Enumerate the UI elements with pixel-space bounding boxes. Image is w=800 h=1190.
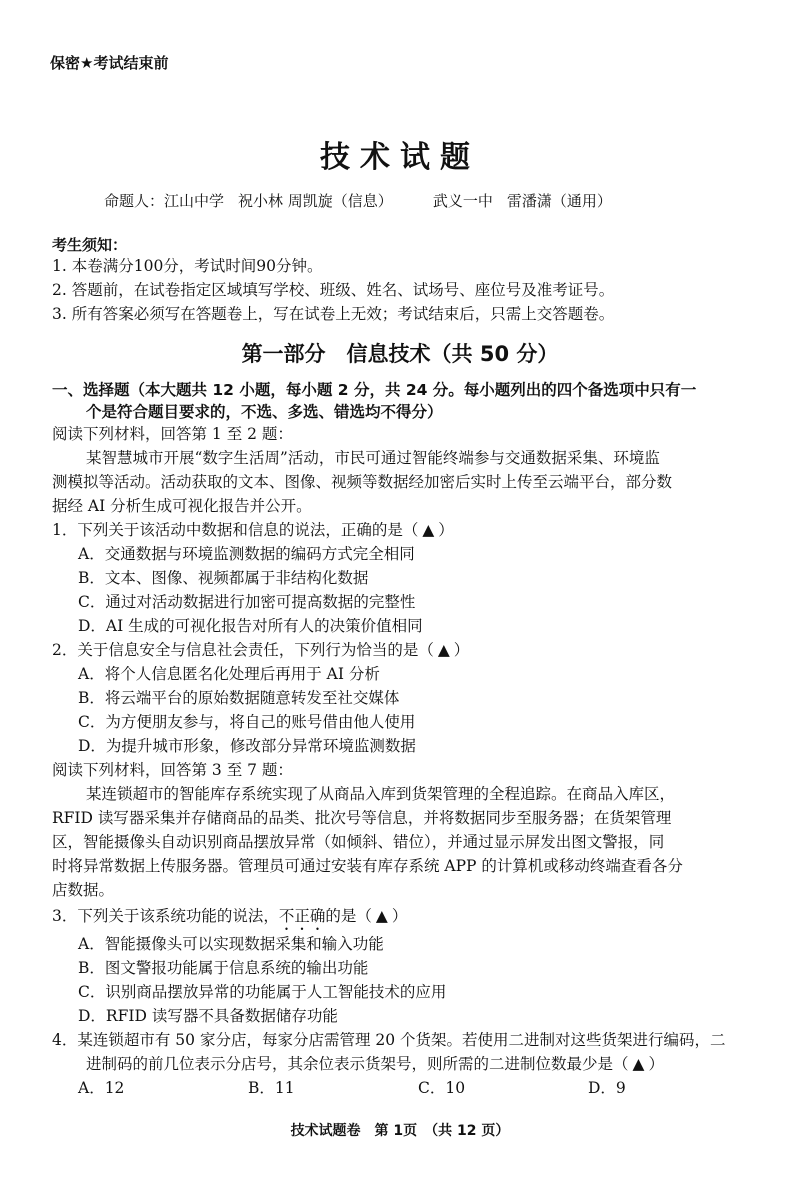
notice-heading: 考生须知： — [52, 236, 128, 254]
answer-mark-icon: ▲ — [632, 1055, 645, 1073]
q3-stem-close: ） — [391, 907, 408, 925]
q1-stem-close: ） — [438, 521, 454, 539]
question-3-stem — [52, 904, 407, 934]
material-1-intro: 阅读下列材料，回答第 1 至 2 题： — [52, 425, 293, 443]
material-2-intro: 阅读下列材料，回答第 3 至 7 题： — [52, 761, 293, 779]
material-1-line: 测模拟等活动。活动获取的文本、图像、视频等数据经加密后实时上传至云端平台，部分数 — [52, 473, 673, 491]
material-2-line: RFID 读写器采集并存储商品的品类、批次号等信息，并将数据同步至服务器；在货架管理 — [52, 809, 672, 827]
q2-stem-text: 2．关于信息安全与信息社会责任，下列行为恰当的是（ — [52, 641, 434, 659]
q3-emphasis: 不正确 — [278, 907, 326, 925]
notice-item: 2. 答题前，在试卷指定区域填写学校、班级、姓名、试场号、座位号及准考证号。 — [52, 281, 615, 299]
question-1-stem — [52, 518, 454, 540]
q3-stem-after: 的是（ — [325, 907, 372, 925]
q2-option-c: C．为方便朋友参与，将自己的账号借由他人使用 — [78, 713, 416, 731]
answer-mark-icon: ▲ — [422, 521, 435, 539]
section-1-heading-line-1: 一、选择题（本大题共 12 小题，每小题 2 分，共 24 分。每小题列出的四个备选项中只有一 — [52, 381, 697, 399]
authors-prefix: 命题人： — [104, 192, 165, 210]
q3-option-b: B．图文警报功能属于信息系统的输出功能 — [78, 959, 369, 977]
q1-stem-text: 1．下列关于该活动中数据和信息的说法，正确的是（ — [52, 521, 419, 539]
part-1-title: 第一部分 信息技术（共 50 分） — [241, 342, 559, 366]
q1-option-a: A．交通数据与环境监测数据的编码方式完全相同 — [78, 545, 415, 563]
section-1-heading-line-2: 个是符合题目要求的，不选、多选、错选均不得分） — [86, 403, 443, 421]
q1-option-b: B．文本、图像、视频都属于非结构化数据 — [78, 569, 369, 587]
answer-mark-icon: ▲ — [375, 907, 388, 925]
material-2-line: 时将异常数据上传服务器。管理员可通过安装有库存系统 APP 的计算机或移动终端查看各分 — [52, 857, 683, 875]
q2-option-d: D．为提升城市形象，修改部分异常环境监测数据 — [78, 737, 416, 755]
q2-stem-close: ） — [453, 641, 470, 659]
notice-item: 1. 本卷满分100分，考试时间90分钟。 — [52, 257, 323, 275]
material-2-line: 某连锁超市的智能库存系统实现了从商品入库到货架管理的全程追踪。在商品入库区， — [86, 785, 676, 803]
q4-option-c: C．10 — [418, 1079, 466, 1097]
material-2-line: 区，智能摄像头自动识别商品摆放异常（如倾斜、错位），并通过显示屏发出图文警报，同 — [52, 833, 665, 851]
question-4-line-2 — [86, 1052, 664, 1074]
q2-option-b: B．将云端平台的原始数据随意转发至社交媒体 — [78, 689, 400, 707]
q4-stem-close: ） — [648, 1055, 664, 1073]
answer-mark-icon: ▲ — [437, 641, 450, 659]
material-1-line: 某智慧城市开展“数字生活周”活动，市民可通过智能终端参与交通数据采集、环境监 — [86, 449, 660, 467]
q4-option-a: A．12 — [78, 1079, 125, 1097]
author-names-2: 雷潘潇（通用） — [506, 192, 612, 210]
material-2-line: 店数据。 — [52, 881, 115, 899]
question-4-line-1: 4．某连锁超市有 50 家分店，每家分店需管理 20 个货架。若使用二进制对这些货架进行编码，二 — [52, 1031, 726, 1049]
q3-option-d: D．RFID 读写器不具备数据储存功能 — [78, 1007, 338, 1025]
q4-option-b: B．11 — [248, 1079, 295, 1097]
confidential-label: 保密★考试结束前 — [50, 54, 169, 72]
q3-option-c: C．识别商品摆放异常的功能属于人工智能技术的应用 — [78, 983, 447, 1001]
q3-option-a: A．智能摄像头可以实现数据采集和输入功能 — [78, 935, 384, 953]
q4-stem-text: 进制码的前几位表示分店号，其余位表示货架号，则所需的二进制位数最少是（ — [86, 1055, 629, 1073]
authors-line — [104, 190, 640, 211]
author-names-1: 祝小林 周凯旋（信息） — [238, 192, 393, 210]
material-1-line: 据经 AI 分析生成可视化报告并公开。 — [52, 497, 312, 515]
q1-option-d: D．AI 生成的可视化报告对所有人的决策价值相同 — [78, 617, 423, 635]
notice-item: 3. 所有答案必须写在答题卷上，写在试卷上无效；考试结束后，只需上交答题卷。 — [52, 305, 615, 323]
author-school-2: 武义一中 — [432, 192, 493, 210]
q3-stem-before: 3．下列关于该系统功能的说法， — [52, 907, 279, 925]
q2-option-a: A．将个人信息匿名化处理后再用于 AI 分析 — [78, 665, 380, 683]
page-footer: 技术试题卷 第 1页 （共 12 页） — [290, 1123, 510, 1139]
author-school-1: 江山中学 — [164, 192, 225, 210]
question-2-stem — [52, 638, 469, 660]
q1-option-c: C．通过对活动数据进行加密可提高数据的完整性 — [78, 593, 416, 611]
q4-option-d: D．9 — [588, 1079, 626, 1097]
page-title: 技术试题 — [320, 140, 480, 175]
